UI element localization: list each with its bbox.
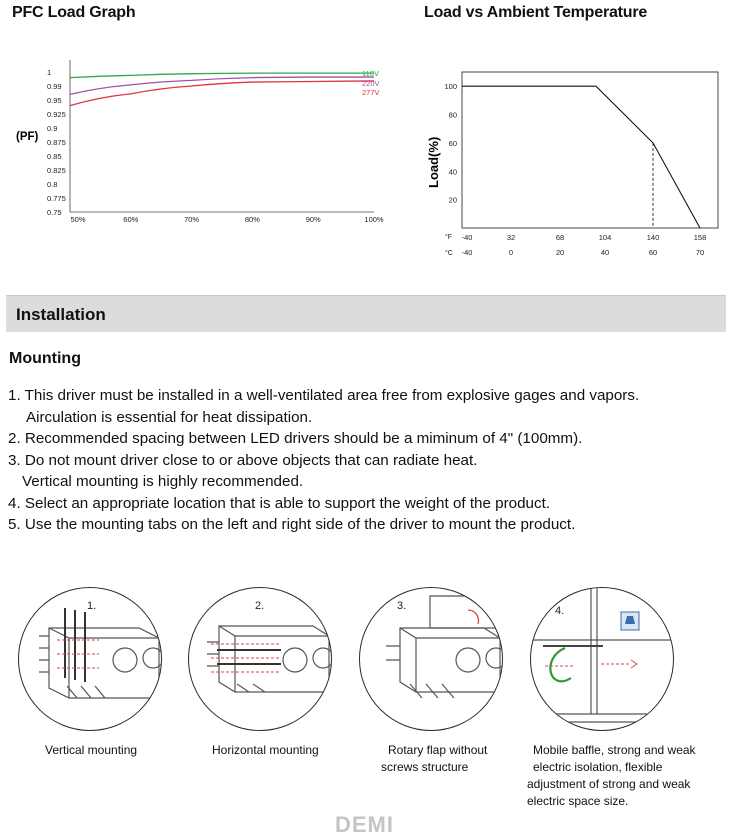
load-temp-y-tick-label: 60 xyxy=(448,138,457,148)
celsius-tick-label: 0 xyxy=(508,248,514,257)
pfc-series-line-220V xyxy=(70,77,374,94)
pfc-y-tick-label: 0.8 xyxy=(47,180,58,189)
fahrenheit-unit-label: °F xyxy=(445,234,453,241)
mount-option-caption: Rotary flap without screws structure xyxy=(381,743,488,774)
mobile-baffle-illustration xyxy=(530,587,674,731)
pfc-y-tick-label: 0.99 xyxy=(47,82,62,91)
celsius-tick-label: 60 xyxy=(648,248,658,257)
instruction-item: 5. Use the mounting tabs on the left and right side of the driver to mount the product. xyxy=(8,516,576,533)
fahrenheit-tick-label: 140 xyxy=(646,233,660,242)
mount-option-caption: Horizontal mounting xyxy=(212,743,319,757)
pfc-legend-220V: 220V xyxy=(362,79,380,88)
pfc-y-axis-label: (PF) xyxy=(16,131,39,143)
fahrenheit-tick-label: -40 xyxy=(461,233,473,242)
mount-option-caption: Mobile baffle, strong and weak electric isolation, flexible adjustment of strong and weak electric space size. xyxy=(527,743,696,808)
pfc-y-tick-label: 0.9 xyxy=(47,124,58,133)
mounting-title: Mounting xyxy=(9,350,81,367)
pfc-y-tick-label: 1 xyxy=(47,68,52,77)
load-temp-plot-frame xyxy=(462,72,718,228)
fahrenheit-tick-label: 158 xyxy=(693,233,707,242)
celsius-tick-label: 40 xyxy=(600,248,610,257)
pfc-y-tick-label: 0.825 xyxy=(47,166,66,175)
pfc-x-tick-label: 60% xyxy=(123,215,139,224)
instruction-item-continued: Vertical mounting is highly recommended. xyxy=(22,473,304,490)
pfc-y-tick-label: 0.95 xyxy=(47,96,62,105)
installation-title: Installation xyxy=(16,305,106,324)
load-temp-y-tick-label: 20 xyxy=(448,195,457,205)
instruction-item: 1. This driver must be installed in a well-ventilated area free from explosive gages and vapors. xyxy=(8,387,640,404)
pfc-x-tick-label: 80% xyxy=(244,215,260,224)
pfc-x-tick-label: 100% xyxy=(364,215,384,224)
load-temp-y-tick-label: 40 xyxy=(448,167,457,177)
installation-section-header xyxy=(6,295,726,332)
pfc-x-tick-label: 90% xyxy=(305,215,321,224)
fahrenheit-tick-label: 68 xyxy=(555,233,565,242)
celsius-tick-label: -40 xyxy=(461,248,473,257)
pfc-x-tick-label: 70% xyxy=(184,215,200,224)
mount-option-caption: Vertical mounting xyxy=(45,743,138,757)
pfc-y-tick-label: 0.85 xyxy=(47,152,62,161)
pfc-legend-110V: 110V xyxy=(362,69,379,78)
pfc-y-tick-label: 0.775 xyxy=(47,194,66,203)
instruction-item: 3. Do not mount driver close to or above objects that can radiate heat. xyxy=(8,451,478,469)
instruction-item: 2. Recommended spacing between LED drivers should be a miminum of 4" (100mm). xyxy=(8,430,583,447)
pfc-graph-title: PFC Load Graph xyxy=(12,4,136,21)
load-temp-y-tick-label: 100 xyxy=(444,82,457,92)
mount-option-number: 4. xyxy=(555,605,565,617)
mount-option-number: 3. xyxy=(397,600,407,612)
pfc-series-line-277V xyxy=(70,81,374,106)
pfc-y-tick-label: 0.75 xyxy=(47,208,62,217)
load-temp-chart xyxy=(412,58,729,264)
pfc-legend-277V: 277V xyxy=(362,88,380,97)
instruction-item: 4. Select an appropriate location that is able to support the weight of the product. xyxy=(8,494,551,512)
rotary-flap-illustration xyxy=(359,587,503,731)
instruction-item-continued: Airculation is essential for heat dissipation. xyxy=(26,408,313,426)
pfc-y-tick-label: 0.925 xyxy=(47,110,66,119)
pfc-y-tick-label: 0.875 xyxy=(47,138,66,147)
mount-option-number: 1. xyxy=(87,600,97,612)
brand-logo: DEMI xyxy=(335,812,394,835)
load-temp-y-axis-label: Load(%) xyxy=(426,136,441,188)
pfc-x-tick-label: 50% xyxy=(70,215,86,224)
fahrenheit-tick-label: 32 xyxy=(506,233,516,242)
pfc-chart xyxy=(0,60,390,230)
load-temp-graph-title: Load vs Ambient Temperature xyxy=(424,4,648,21)
mounting-instructions xyxy=(8,385,724,536)
load-temp-y-tick-label: 80 xyxy=(448,110,457,120)
mount-option-number: 2. xyxy=(255,600,265,612)
fahrenheit-tick-label: 104 xyxy=(598,233,612,242)
celsius-tick-label: 70 xyxy=(695,248,705,257)
celsius-tick-label: 20 xyxy=(555,248,565,257)
celsius-unit-label: °C xyxy=(445,250,453,257)
